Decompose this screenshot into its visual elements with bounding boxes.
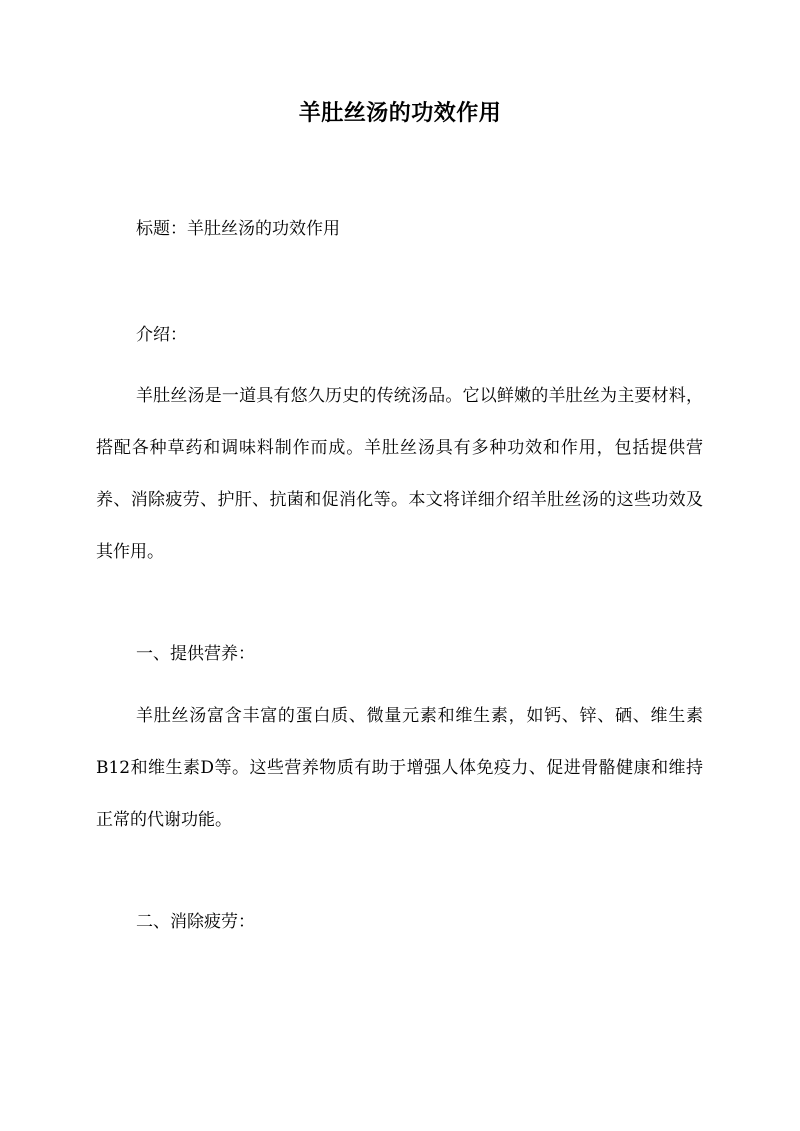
- section-paragraph-nutrition: 羊肚丝汤富含丰富的蛋白质、微量元素和维生素，如钙、锌、硒、维生素B12和维生素D等。这些营养物质有助于增强人体免疫力、促进骨骼健康和维持正常的代谢功能。: [96, 706, 703, 830]
- section-heading-fatigue: 二、消除疲劳：: [136, 912, 255, 932]
- document-title: 羊肚丝汤的功效作用: [298, 100, 502, 126]
- intro-paragraph: 羊肚丝汤是一道具有悠久历史的传统汤品。它以鲜嫩的羊肚丝为主要材料，搭配各种草药和调味料制作而成。羊肚丝汤具有多种功效和作用，包括提供营养、消除疲劳、护肝、抗菌和促消化等。本文将详细介绍羊肚丝汤的这些功效及其作用。: [96, 386, 703, 562]
- heading-line: 标题：羊肚丝汤的功效作用: [136, 219, 340, 239]
- intro-label: 介绍：: [136, 325, 187, 345]
- section-heading-nutrition: 一、提供营养：: [136, 644, 255, 664]
